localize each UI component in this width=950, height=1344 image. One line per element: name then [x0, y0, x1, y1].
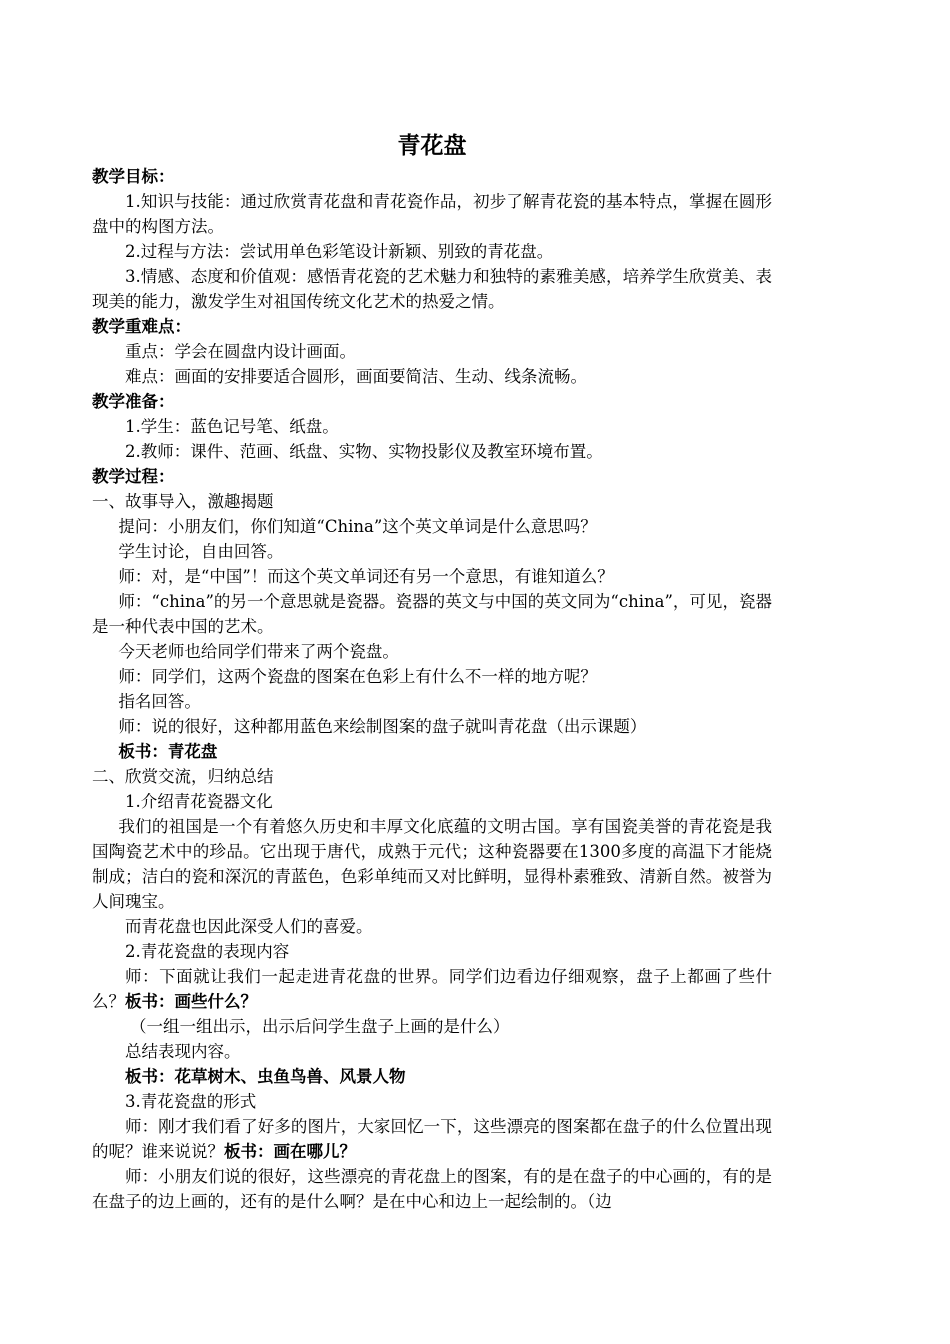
key-points-heading: 教学重难点：	[92, 317, 191, 336]
sub1-paragraph-2: 而青花盘也因此深受人们的喜爱。	[125, 917, 373, 936]
goals-heading: 教学目标：	[92, 167, 175, 186]
document-title: 青花盘	[397, 133, 467, 159]
part1-discussion: 学生讨论，自由回答。	[118, 542, 284, 561]
part1-teacher-4: 师：说的很好，这种都用蓝色来绘制图案的盘子就叫青花盘（出示课题）	[118, 717, 647, 736]
sub2-paragraph-2: （一组一组出示，出示后问学生盘子上画的是什么）	[129, 1017, 510, 1036]
board-note-2: 板书：画些什么？	[125, 992, 257, 1011]
part1-teacher-2: 师：“china”的另一个意思就是瓷器。瓷器的英文与中国的英文同为“china”，可见，瓷器是一种代表中国的艺术。	[92, 592, 772, 636]
sub2-paragraph-3: 总结表现内容。	[125, 1042, 241, 1061]
document-content	[92, 130, 772, 1214]
key-point-difficulty: 难点：画面的安排要适合圆形，画面要简洁、生动、线条流畅。	[125, 367, 587, 386]
board-note-3: 板书：花草树木、虫鱼鸟兽、风景人物	[125, 1067, 406, 1086]
sub2-paragraph-1-text: 师：下面就让我们一起走进青花盘的世界。同学们边看边仔细观察，盘子上都画了些什么？	[92, 967, 772, 1011]
goal-item-2: 2.过程与方法：尝试用单色彩笔设计新颖、别致的青花盘。	[125, 242, 554, 261]
part1-teacher-1: 师：对，是“中国”！而这个英文单词还有另一个意思，有谁知道么？	[118, 567, 614, 586]
sub1-title: 1.介绍青花瓷器文化	[125, 792, 273, 811]
goal-item-1: 1.知识与技能：通过欣赏青花盘和青花瓷作品，初步了解青花瓷的基本特点，掌握在圆形盘中的构图方法。	[92, 192, 772, 236]
goal-item-3: 3.情感、态度和价值观：感悟青花瓷的艺术魅力和独特的素雅美感，培养学生欣赏美、表现美的能力，激发学生对祖国传统文化艺术的热爱之情。	[92, 267, 772, 311]
part1-question: 提问：小朋友们，你们知道“China”这个英文单词是什么意思吗？	[118, 517, 597, 536]
board-note-1: 板书：青花盘	[118, 742, 218, 761]
preparation-teacher: 2.教师：课件、范画、纸盘、实物、实物投影仪及教室环境布置。	[125, 442, 603, 461]
sub1-paragraph-1: 我们的祖国是一个有着悠久历史和丰厚文化底蕴的文明古国。享有国瓷美誉的青花瓷是我国陶瓷艺术中的珍品。它出现于唐代，成熟于元代；这种瓷器要在1300多度的高温下才能烧制成；洁白的瓷和深沉的青蓝色，色彩单纯而又对比鲜明，显得朴素雅致、清新自然。被誉为人间瑰宝。	[92, 817, 772, 911]
preparation-students: 1.学生：蓝色记号笔、纸盘。	[125, 417, 339, 436]
process-heading: 教学过程：	[92, 467, 175, 486]
part1-title: 一、故事导入，激趣揭题	[92, 492, 274, 511]
part1-answer: 指名回答。	[118, 692, 201, 711]
key-point-focus: 重点：学会在圆盘内设计画面。	[125, 342, 356, 361]
sub3-paragraph-1-text: 师：刚才我们看了好多的图片，大家回忆一下，这些漂亮的图案都在盘子的什么位置出现的呢？谁来说说？	[92, 1117, 772, 1161]
part1-teacher-3: 师：同学们，这两个瓷盘的图案在色彩上有什么不一样的地方呢？	[118, 667, 597, 686]
preparation-heading: 教学准备：	[92, 392, 175, 411]
sub2-paragraph-1	[92, 964, 772, 1014]
board-note-4: 板书：画在哪儿？	[224, 1142, 356, 1161]
sub3-title: 3.青花瓷盘的形式	[125, 1092, 257, 1111]
part2-title: 二、欣赏交流，归纳总结	[92, 767, 274, 786]
sub2-title: 2.青花瓷盘的表现内容	[125, 942, 290, 961]
sub3-paragraph-1	[92, 1114, 772, 1164]
sub3-paragraph-2: 师：小朋友们说的很好，这些漂亮的青花盘上的图案，有的是在盘子的中心画的，有的是在盘子的边上画的，还有的是什么啊？是在中心和边上一起绘制的。（边	[92, 1167, 772, 1211]
part1-plates: 今天老师也给同学们带来了两个瓷盘。	[118, 642, 399, 661]
